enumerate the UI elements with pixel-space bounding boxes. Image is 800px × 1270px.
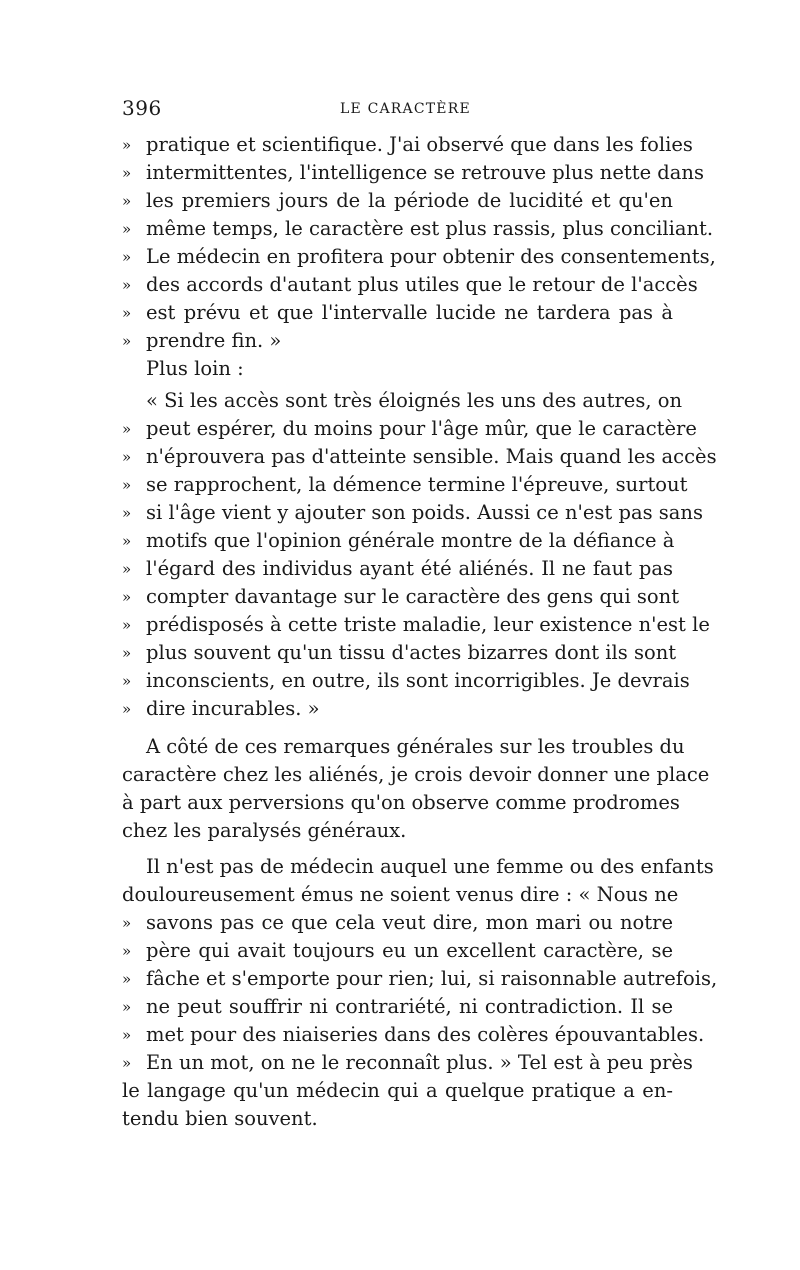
- text-line-27: [122, 880, 679, 910]
- text-line-11: [122, 414, 697, 444]
- line-text: si l'âge vient y ajouter son poids. Aussi ce n'est pas sans: [146, 501, 703, 524]
- line-text: fâche et s'emporte pour rien; lui, si raisonnable autrefois,: [146, 967, 718, 990]
- line-text: père qui avait toujours eu un excellent caractère, se: [146, 939, 673, 962]
- text-line-25: [122, 816, 673, 846]
- text-line-9: [122, 354, 673, 384]
- line-text: compter davantage sur le caractère des gens qui sont: [146, 585, 680, 608]
- quote-mark: »: [122, 588, 132, 606]
- text-line-18: [122, 610, 710, 640]
- line-text: met pour des niaiseries dans des colères épouvantables.: [146, 1023, 705, 1046]
- text-line-6: [122, 270, 698, 300]
- line-text: prendre fin. »: [146, 329, 282, 352]
- text-line-33: [122, 1048, 693, 1078]
- line-text: tendu bien souvent.: [122, 1107, 318, 1130]
- line-text: prédisposés à cette triste maladie, leur existence n'est le: [146, 613, 710, 636]
- line-text: En un mot, on ne le reconnaît plus. » Tel est à peu près: [146, 1051, 693, 1074]
- text-line-32: [122, 1020, 705, 1050]
- line-text: Il n'est pas de médecin auquel une femme ou des enfants: [146, 855, 714, 878]
- text-line-15: [122, 526, 673, 556]
- text-line-23: [122, 760, 710, 790]
- line-text: même temps, le caractère est plus rassis, plus conciliant.: [146, 217, 714, 240]
- line-text: pratique et scientifique. J'ai observé que dans les folies: [146, 133, 693, 156]
- text-line-35: [122, 1104, 673, 1134]
- line-text: motifs que l'opinion générale montre de la défiance à: [146, 529, 675, 552]
- running-title: LE CARACTÈRE: [340, 101, 471, 117]
- text-line-26: [122, 852, 714, 882]
- text-line-1: [122, 130, 693, 160]
- text-line-10: [122, 386, 683, 416]
- page-number: 396: [122, 96, 162, 120]
- line-text: Le médecin en profitera pour obtenir des consentements,: [146, 245, 716, 268]
- text-line-34: [122, 1076, 673, 1106]
- quote-mark: »: [122, 644, 132, 662]
- text-line-29: [122, 936, 673, 966]
- text-line-22: [122, 732, 685, 762]
- text-line-13: [122, 470, 688, 500]
- line-text: n'éprouvera pas d'atteinte sensible. Mais quand les accès: [146, 445, 717, 468]
- quote-mark: »: [122, 476, 132, 494]
- quote-mark: »: [122, 616, 132, 634]
- text-line-17: [122, 582, 680, 612]
- line-text: Plus loin :: [146, 357, 244, 380]
- line-text: les premiers jours de la période de lucidité et qu'en: [146, 189, 673, 212]
- quote-mark: »: [122, 448, 132, 466]
- quote-mark: »: [122, 1054, 132, 1072]
- quote-mark: »: [122, 970, 132, 988]
- text-line-16: [122, 554, 673, 584]
- quote-mark: »: [122, 332, 132, 350]
- line-text: « Si les accès sont très éloignés les uns des autres, on: [146, 389, 683, 412]
- line-text: est prévu et que l'intervalle lucide ne tardera pas à: [146, 301, 673, 324]
- quote-mark: »: [122, 248, 132, 266]
- line-text: des accords d'autant plus utiles que le retour de l'accès: [146, 273, 698, 296]
- line-text: douloureusement émus ne soient venus dire : « Nous ne: [122, 883, 679, 906]
- text-line-20: [122, 666, 690, 696]
- line-text: chez les paralysés généraux.: [122, 819, 407, 842]
- text-line-2: [122, 158, 704, 188]
- text-line-24: [122, 788, 680, 818]
- line-text: ne peut souffrir ni contrariété, ni contradiction. Il se: [146, 995, 673, 1018]
- quote-mark: »: [122, 942, 132, 960]
- quote-mark: »: [122, 220, 132, 238]
- text-line-12: [122, 442, 717, 472]
- text-line-28: [122, 908, 673, 938]
- quote-mark: »: [122, 560, 132, 578]
- quote-mark: »: [122, 304, 132, 322]
- text-line-30: [122, 964, 718, 994]
- quote-mark: »: [122, 420, 132, 438]
- text-line-3: [122, 186, 673, 216]
- text-line-4: [122, 214, 714, 244]
- text-line-8: [122, 326, 673, 356]
- quote-mark: »: [122, 998, 132, 1016]
- quote-mark: »: [122, 672, 132, 690]
- quote-mark: »: [122, 1026, 132, 1044]
- text-line-14: [122, 498, 703, 528]
- text-line-5: [122, 242, 716, 272]
- line-text: plus souvent qu'un tissu d'actes bizarres dont ils sont: [146, 641, 677, 664]
- line-text: dire incurables. »: [146, 697, 320, 720]
- line-text: savons pas ce que cela veut dire, mon mari ou notre: [146, 911, 673, 934]
- quote-mark: »: [122, 504, 132, 522]
- line-text: le langage qu'un médecin qui a quelque pratique a en-: [122, 1079, 673, 1102]
- line-text: caractère chez les aliénés, je crois devoir donner une place: [122, 763, 710, 786]
- line-text: intermittentes, l'intelligence se retrouve plus nette dans: [146, 161, 704, 184]
- page-header: [122, 96, 682, 122]
- line-text: à part aux perversions qu'on observe comme prodromes: [122, 791, 680, 814]
- line-text: l'égard des individus ayant été aliénés. Il ne faut pas: [146, 557, 673, 580]
- text-line-19: [122, 638, 677, 668]
- line-text: se rapprochent, la démence termine l'épreuve, surtout: [146, 473, 688, 496]
- line-text: peut espérer, du moins pour l'âge mûr, que le caractère: [146, 417, 697, 440]
- quote-mark: »: [122, 136, 132, 154]
- quote-mark: »: [122, 164, 132, 182]
- line-text: inconscients, en outre, ils sont incorrigibles. Je devrais: [146, 669, 690, 692]
- line-text: A côté de ces remarques générales sur les troubles du: [146, 735, 685, 758]
- text-line-7: [122, 298, 673, 328]
- quote-mark: »: [122, 192, 132, 210]
- quote-mark: »: [122, 276, 132, 294]
- quote-mark: »: [122, 700, 132, 718]
- quote-mark: »: [122, 914, 132, 932]
- quote-mark: »: [122, 532, 132, 550]
- text-line-31: [122, 992, 673, 1022]
- text-line-21: [122, 694, 673, 724]
